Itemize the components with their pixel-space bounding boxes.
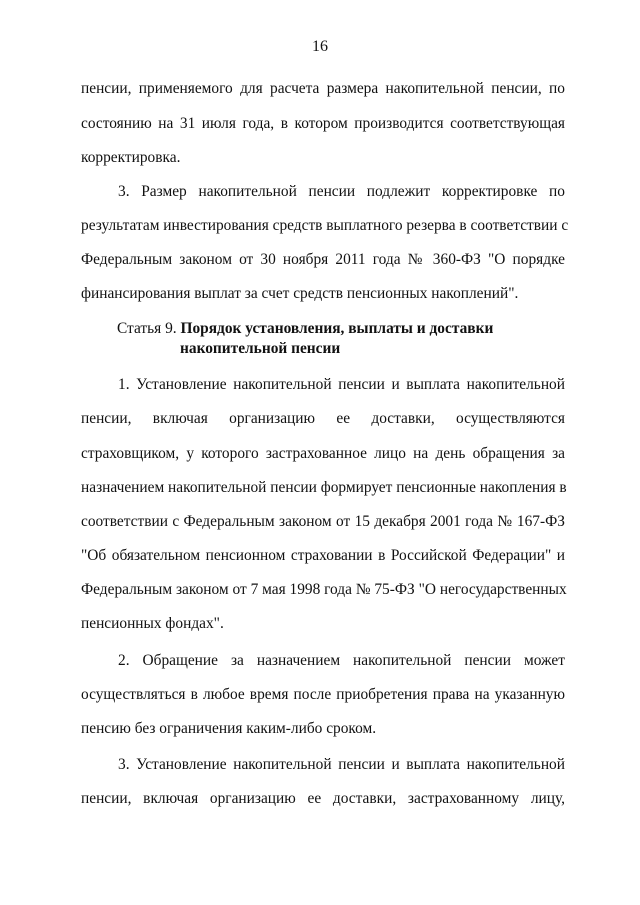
text-line: "Об обязательном пенсионном страховании в Российской Федерации" и xyxy=(81,547,565,564)
text-line: соответствии с Федеральным законом от 15 декабря 2001 года № 167-ФЗ xyxy=(81,513,565,530)
text-line: 3. Размер накопительной пенсии подлежит корректировке по xyxy=(118,183,565,200)
article-heading-line2 xyxy=(180,339,340,359)
text-line: корректировка. xyxy=(81,149,181,166)
text-line: пенсии, включая организацию ее доставки, осуществляются xyxy=(81,410,565,427)
text-line: пенсию без ограничения каким-либо сроком. xyxy=(81,720,377,737)
text-line: 3. Установление накопительной пенсии и выплата накопительной xyxy=(118,756,565,773)
text-line: страховщиком, у которого застрахованное лицо на день обращения за xyxy=(81,445,565,462)
article-title-line1: Порядок установления, выплаты и доставки xyxy=(180,320,494,337)
page-number: 16 xyxy=(312,38,328,55)
text-line: состоянию на 31 июля года, в котором производится соответствующая xyxy=(81,115,565,132)
text-line: осуществляться в любое время после приобретения права на указанную xyxy=(81,686,565,703)
text-line: результатам инвестирования средств выплатного резерва в соответствии с xyxy=(81,217,569,234)
article-heading xyxy=(117,319,493,339)
text-line: пенсии, включая организацию ее доставки, застрахованному лицу, xyxy=(81,790,565,807)
text-line: 1. Установление накопительной пенсии и выплата накопительной xyxy=(118,376,565,393)
text-line: 2. Обращение за назначением накопительной пенсии может xyxy=(118,652,565,669)
text-line: пенсионных фондах". xyxy=(81,615,224,632)
text-line: Федеральным законом от 30 ноября 2011 года № 360-ФЗ "О порядке xyxy=(81,251,565,268)
text-line: финансирования выплат за счет средств пенсионных накоплений". xyxy=(81,285,519,302)
article-prefix: Статья 9. xyxy=(117,320,177,337)
text-line: назначением накопительной пенсии формирует пенсионные накопления в xyxy=(81,479,567,496)
article-title-line2: накопительной пенсии xyxy=(180,340,341,357)
text-line: Федеральным законом от 7 мая 1998 года № 75-ФЗ "О негосударственных xyxy=(81,581,567,598)
text-line: пенсии, применяемого для расчета размера накопительной пенсии, по xyxy=(81,80,565,97)
